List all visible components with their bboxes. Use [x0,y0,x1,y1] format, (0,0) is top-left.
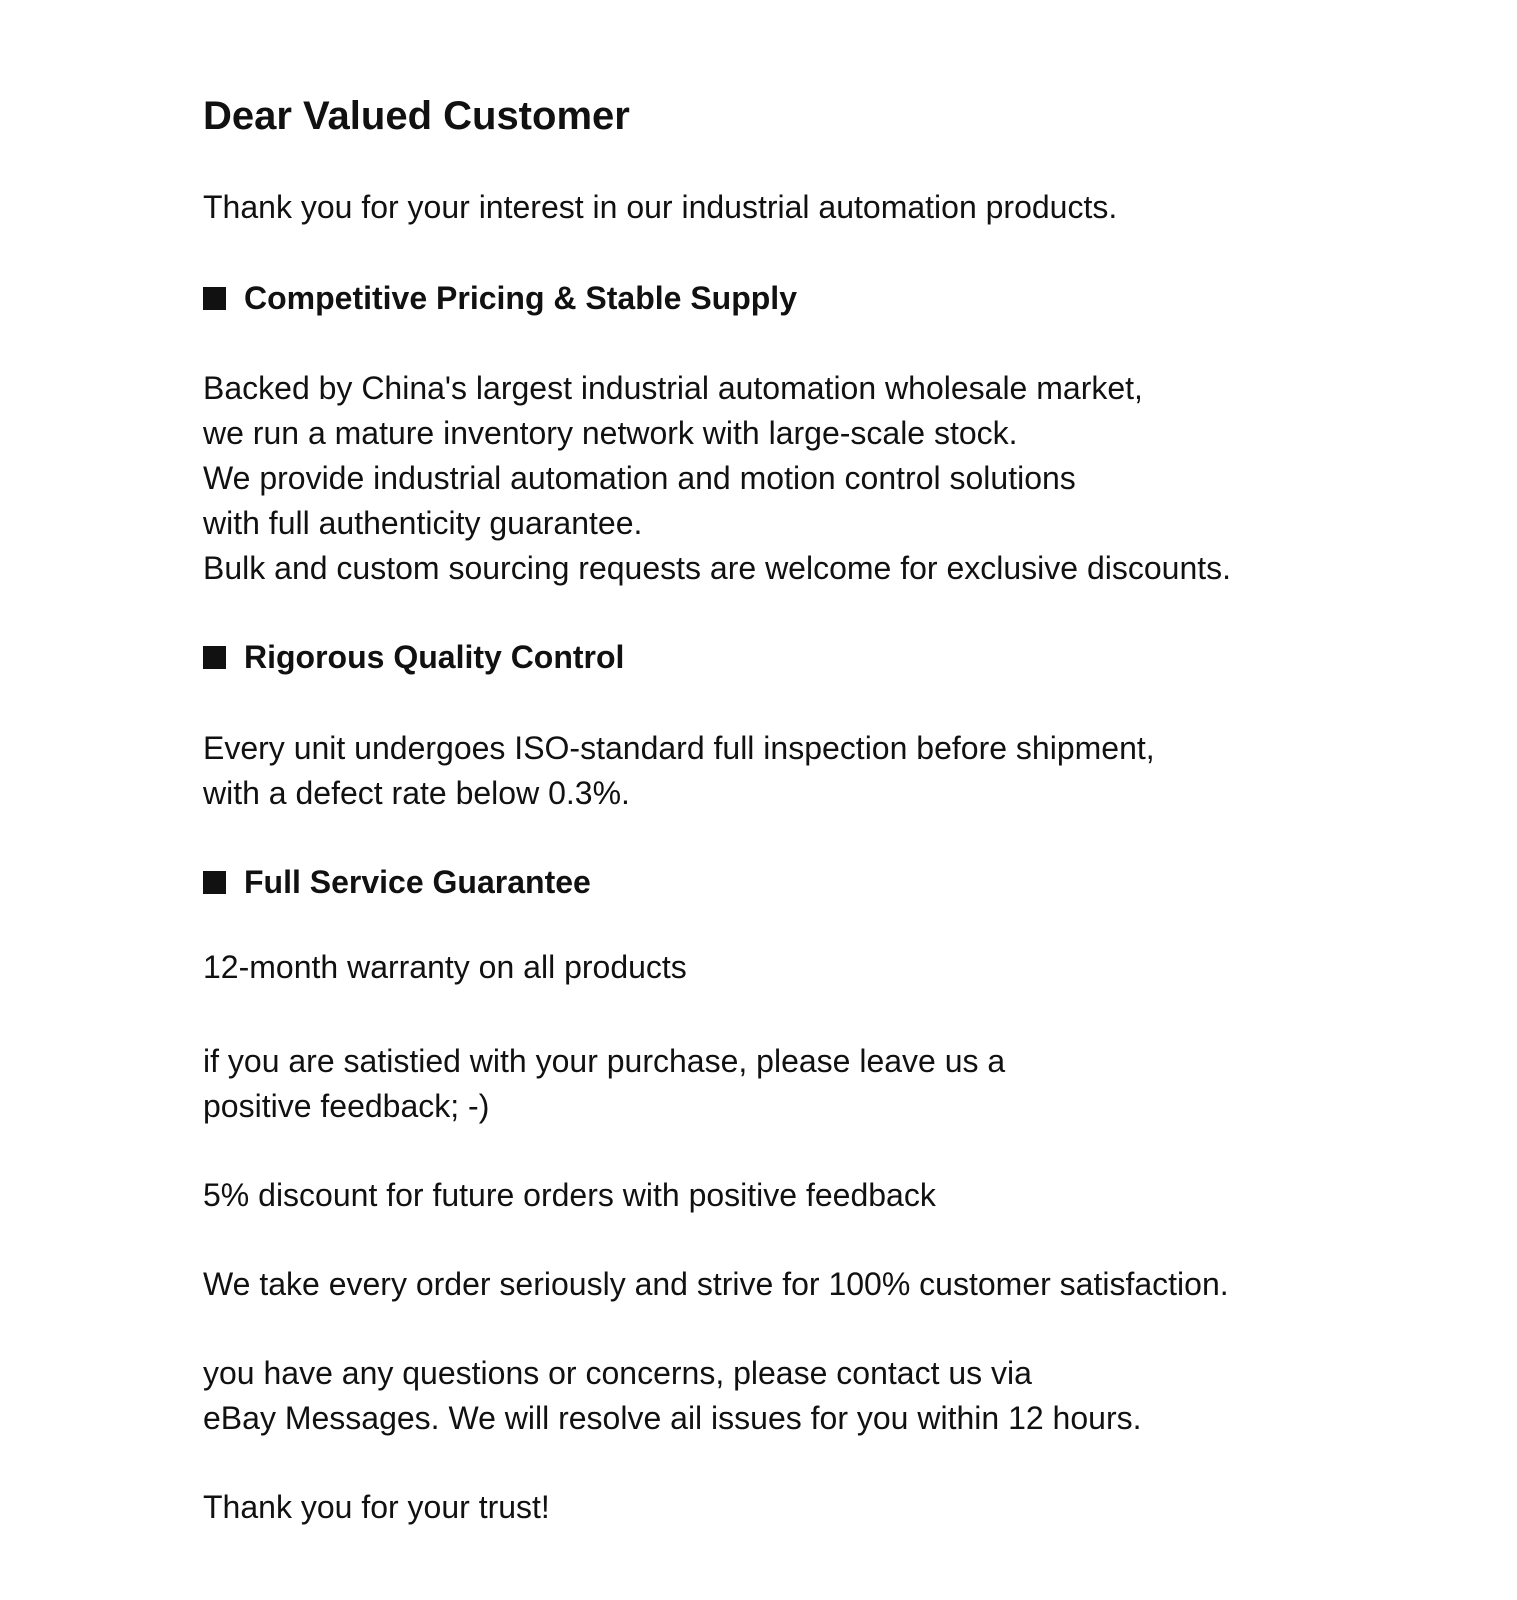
paragraph-line: eBay Messages. We will resolve ail issues for you within 12 hours. [203,1400,1142,1436]
section-heading-label: Full Service Guarantee [244,864,591,900]
paragraph-line: Bulk and custom sourcing requests are welcome for exclusive discounts. [203,550,1232,586]
paragraph-line: 12-month warranty on all products [203,949,687,985]
warranty-text [203,945,687,990]
pricing-paragraph [203,366,1231,591]
paragraph-line: we run a mature inventory network with large-scale stock. [203,415,1018,451]
paragraph-line: Backed by China's largest industrial automation wholesale market, [203,370,1143,406]
paragraph-line: you have any questions or concerns, please contact us via [203,1355,1032,1391]
quality-paragraph [203,726,1155,816]
section-heading-label: Competitive Pricing & Stable Supply [244,280,797,316]
commitment-text: We take every order seriously and strive for 100% customer satisfaction. [203,1266,1229,1302]
paragraph-line: with a defect rate below 0.3%. [203,775,630,811]
paragraph-line: We provide industrial automation and motion control solutions [203,460,1076,496]
square-bullet-icon [203,646,226,669]
intro-text: Thank you for your interest in our industrial automation products. [203,189,1118,225]
discount-text: 5% discount for future orders with positive feedback [203,1177,936,1213]
contact-paragraph [203,1351,1141,1441]
square-bullet-icon [203,287,226,310]
paragraph-line: Every unit undergoes ISO-standard full inspection before shipment, [203,730,1155,766]
section-heading-pricing [203,278,797,318]
section-heading-label: Rigorous Quality Control [244,639,625,675]
paragraph-line: if you are satistied with your purchase, please leave us a [203,1043,1006,1079]
square-bullet-icon [203,871,226,894]
paragraph-line: with full authenticity guarantee. [203,505,643,541]
greeting-title: Dear Valued Customer [203,94,630,138]
section-heading-service [203,862,591,902]
paragraph-line: positive feedback; -) [203,1088,490,1124]
feedback-paragraph [203,1039,1005,1129]
closing-text: Thank you for your trust! [203,1489,550,1525]
section-heading-quality [203,637,624,677]
